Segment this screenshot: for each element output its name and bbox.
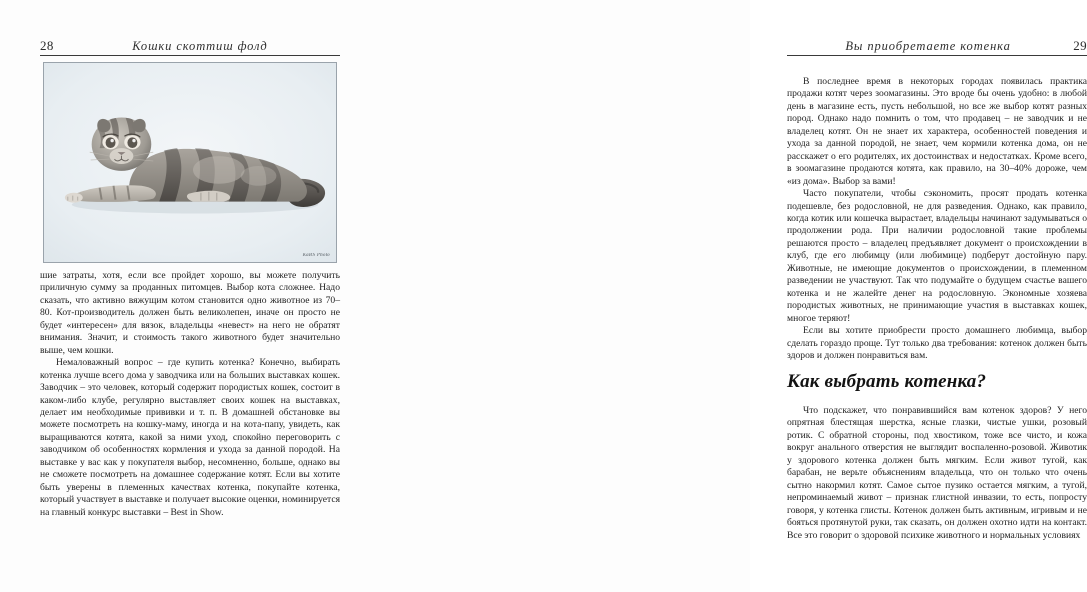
- right-header-rule: [787, 55, 1087, 56]
- paragraph: Что подскажет, что понравившийся вам котенок здоров? У него опрятная блестящая шерстка, ясные глазки, чистые ушки, розовый ротик. С обратной стороны, под хвостиком, тоже все чисто, и кожа вокруг анального отверстия не выглядит воспаленно-розовой. Животик у здорового котенка должен быть мягким. Если живот тугой, как барабан, не верьте объяснениям владельца, что он только что очень сытно накормил котят. Самое сытое пузико остается мягким, а тугой, непроминаемый живот – признак глистной инвазии, то есть, попросту говоря, у котенка глисты. Котенок должен быть активным, игривым и не бояться протянутой руки, так сказать, он должен охотно идти на контакт. Все это говорит о здоровой психике животного и нормальных условиях: [787, 405, 1087, 541]
- right-running-title: Вы приобретаете котенка: [845, 39, 1011, 53]
- left-header-rule: [40, 55, 340, 56]
- paragraph: Часто покупатели, чтобы сэкономить, просят продать котенка подешевле, без родословной, не для разведения. Однако, как правило, когда котик или кошечка вырастает, владельцы начинают задумываться о продолжении рода. При наличии родословной такие проблемы решаются просто – владелец предъявляет документ о происхождении в клуб, где его любимцу (или любимице) подберут достойную пару. Животные, не имеющие документов о происхождении, в племенном разведении не участвуют. Так что подумайте о будущем счастье вашего котенка и не жалейте денег на родословную. Экономные хозяева породистых животных, не принимающие участия в выставках кошек, многое теряют!: [787, 188, 1087, 324]
- kitten-illustration: [44, 63, 336, 262]
- left-running-head: [40, 38, 340, 54]
- right-page: [375, 0, 1087, 592]
- photo-credit-watermark: KaBS Photo: [302, 253, 330, 258]
- paragraph: В последнее время в некоторых городах появилась практика продажи котят через зоомагазины. Это вроде бы очень удобно: в любой день в магазине есть, пусть небольшой, но все же выбор котят разных пород. Однако надо помнить о том, что продавец – не заводчик и не владелец котят. Он не знает их характера, особенностей поведения и ухода за данной породой, не знает, чем кормили котенка дома, он не расскажет о его родителях, их достоинствах и недостатках. Кроме всего, в зоомагазине продаются котята, как правило, на 30–40% дороже, чем «из дома». Выбор за вами!: [787, 76, 1087, 187]
- scottish-fold-kitten-photo: [43, 62, 337, 263]
- paragraph: Если вы хотите приобрести просто домашнего любимца, выбор сделать гораздо проще. Тут только два требования: котенок должен быть здоров и должен понравиться вам.: [787, 325, 1087, 361]
- paragraph: Немаловажный вопрос – где купить котенка? Конечно, выбирать котенка лучше всего дома у заводчика или на больших выставках кошек. Заводчик – это человек, который содержит породистых кошек, состоит в каком-либо клубе, регулярно выставляет своих кошек на выставках, делает им необходимые прививки и т. п. В домашней обстановке вы можете посмотреть на кошку-маму, иногда и на кота-папу, увидеть, как выращиваются котята, какой за ними уход, спокойно переговорить с заводчиком об особенностях кормления и ухода за данной породой. На выставке у вас как у покупателя выбор, несомненно, больше, однако вы не сможете посмотреть на домашнее содержание котят. Если вы хотите быть уверены в племенных качествах котенка, покупайте котенка, который участвует в выставке и получает высокие оценки, номинируется на главный конкурс выставки – Best in Show.: [40, 357, 340, 518]
- left-running-title: Кошки скоттиш фолд: [132, 39, 268, 53]
- left-page: [0, 0, 375, 592]
- left-column-body-text: [40, 270, 340, 519]
- right-column-body-text-bottom: [787, 405, 1087, 542]
- section-heading: Как выбрать котенка?: [787, 371, 987, 392]
- left-folio-number: 28: [40, 38, 54, 53]
- right-folio-number: 29: [1073, 38, 1087, 53]
- right-running-head: [787, 38, 1087, 54]
- right-column-body-text-top: [787, 76, 1087, 362]
- paragraph: шие затраты, хотя, если все пройдет хорошо, вы можете получить приличную сумму за проданных питомцев. Выбор кота сложнее. Надо сказать, что активно вяжущим котом становится одно животное из 70–80. Кот-производитель должен быть великолепен, иначе он просто не будет «интересен» для вязок, владельцы «невест» на него не обратят внимания. Значит, и стоимость такого животного будет значительно выше, чем кошки.: [40, 270, 340, 356]
